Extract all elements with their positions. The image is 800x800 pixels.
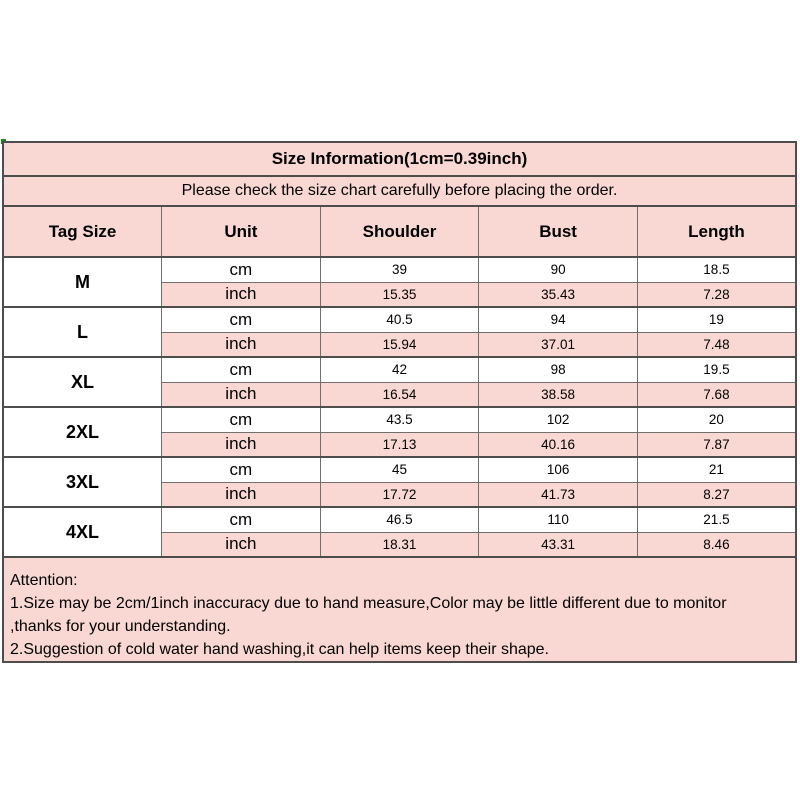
unit-label: cm <box>162 357 321 382</box>
unit-label: inch <box>162 482 321 507</box>
unit-label: inch <box>162 382 321 407</box>
value-length: 18.5 <box>637 257 796 282</box>
column-header-shoulder: Shoulder <box>320 206 479 257</box>
value-bust: 37.01 <box>479 332 638 357</box>
unit-label: inch <box>162 532 321 557</box>
attention-note <box>4 558 795 661</box>
value-shoulder: 46.5 <box>320 507 479 532</box>
table-foot <box>3 557 796 662</box>
size-label-m: M <box>3 257 162 307</box>
size-chart-table <box>2 141 797 663</box>
value-shoulder: 17.13 <box>320 432 479 457</box>
value-length: 7.28 <box>637 282 796 307</box>
table-subtitle: Please check the size chart carefully before placing the order. <box>3 176 796 206</box>
size-label-l: L <box>3 307 162 357</box>
unit-label: inch <box>162 432 321 457</box>
value-length: 19.5 <box>637 357 796 382</box>
attention-line: 2.Suggestion of cold water hand washing,it can help items keep their shape. <box>10 641 549 658</box>
value-bust: 90 <box>479 257 638 282</box>
unit-label: cm <box>162 507 321 532</box>
size-row-3xl-cm <box>3 457 796 482</box>
attention-line: ,thanks for your understanding. <box>10 618 231 635</box>
value-length: 21 <box>637 457 796 482</box>
size-label-3xl: 3XL <box>3 457 162 507</box>
unit-label: inch <box>162 282 321 307</box>
value-bust: 110 <box>479 507 638 532</box>
value-length: 8.46 <box>637 532 796 557</box>
value-length: 7.48 <box>637 332 796 357</box>
value-shoulder: 39 <box>320 257 479 282</box>
value-shoulder: 16.54 <box>320 382 479 407</box>
value-shoulder: 45 <box>320 457 479 482</box>
value-bust: 38.58 <box>479 382 638 407</box>
value-shoulder: 15.35 <box>320 282 479 307</box>
value-length: 20 <box>637 407 796 432</box>
unit-label: cm <box>162 457 321 482</box>
value-shoulder: 18.31 <box>320 532 479 557</box>
size-label-xl: XL <box>3 357 162 407</box>
table-title: Size Information(1cm=0.39inch) <box>3 142 796 176</box>
size-row-4xl-cm <box>3 507 796 532</box>
attention-row <box>3 557 796 662</box>
value-bust: 41.73 <box>479 482 638 507</box>
value-bust: 94 <box>479 307 638 332</box>
value-shoulder: 15.94 <box>320 332 479 357</box>
table-body <box>3 257 796 557</box>
size-row-m-cm <box>3 257 796 282</box>
value-length: 19 <box>637 307 796 332</box>
value-bust: 35.43 <box>479 282 638 307</box>
column-header-bust: Bust <box>479 206 638 257</box>
attention-cell <box>3 557 796 662</box>
size-label-4xl: 4XL <box>3 507 162 557</box>
table-head <box>3 142 796 257</box>
size-row-xl-cm <box>3 357 796 382</box>
value-bust: 106 <box>479 457 638 482</box>
value-length: 21.5 <box>637 507 796 532</box>
value-shoulder: 17.72 <box>320 482 479 507</box>
value-length: 7.87 <box>637 432 796 457</box>
value-bust: 98 <box>479 357 638 382</box>
column-header-unit: Unit <box>162 206 321 257</box>
unit-label: cm <box>162 307 321 332</box>
column-header-length: Length <box>637 206 796 257</box>
unit-label: cm <box>162 407 321 432</box>
attention-line: Attention: <box>10 572 78 589</box>
size-label-2xl: 2XL <box>3 407 162 457</box>
column-header-tag-size: Tag Size <box>3 206 162 257</box>
size-row-2xl-cm <box>3 407 796 432</box>
value-length: 7.68 <box>637 382 796 407</box>
attention-line: 1.Size may be 2cm/1inch inaccuracy due to hand measure,Color may be little different due to monitor <box>10 595 727 612</box>
value-shoulder: 42 <box>320 357 479 382</box>
value-bust: 102 <box>479 407 638 432</box>
value-shoulder: 43.5 <box>320 407 479 432</box>
unit-label: inch <box>162 332 321 357</box>
value-length: 8.27 <box>637 482 796 507</box>
value-shoulder: 40.5 <box>320 307 479 332</box>
size-row-l-cm <box>3 307 796 332</box>
value-bust: 40.16 <box>479 432 638 457</box>
value-bust: 43.31 <box>479 532 638 557</box>
column-header-row <box>3 206 796 257</box>
unit-label: cm <box>162 257 321 282</box>
subtitle-row <box>3 176 796 206</box>
title-row <box>3 142 796 176</box>
